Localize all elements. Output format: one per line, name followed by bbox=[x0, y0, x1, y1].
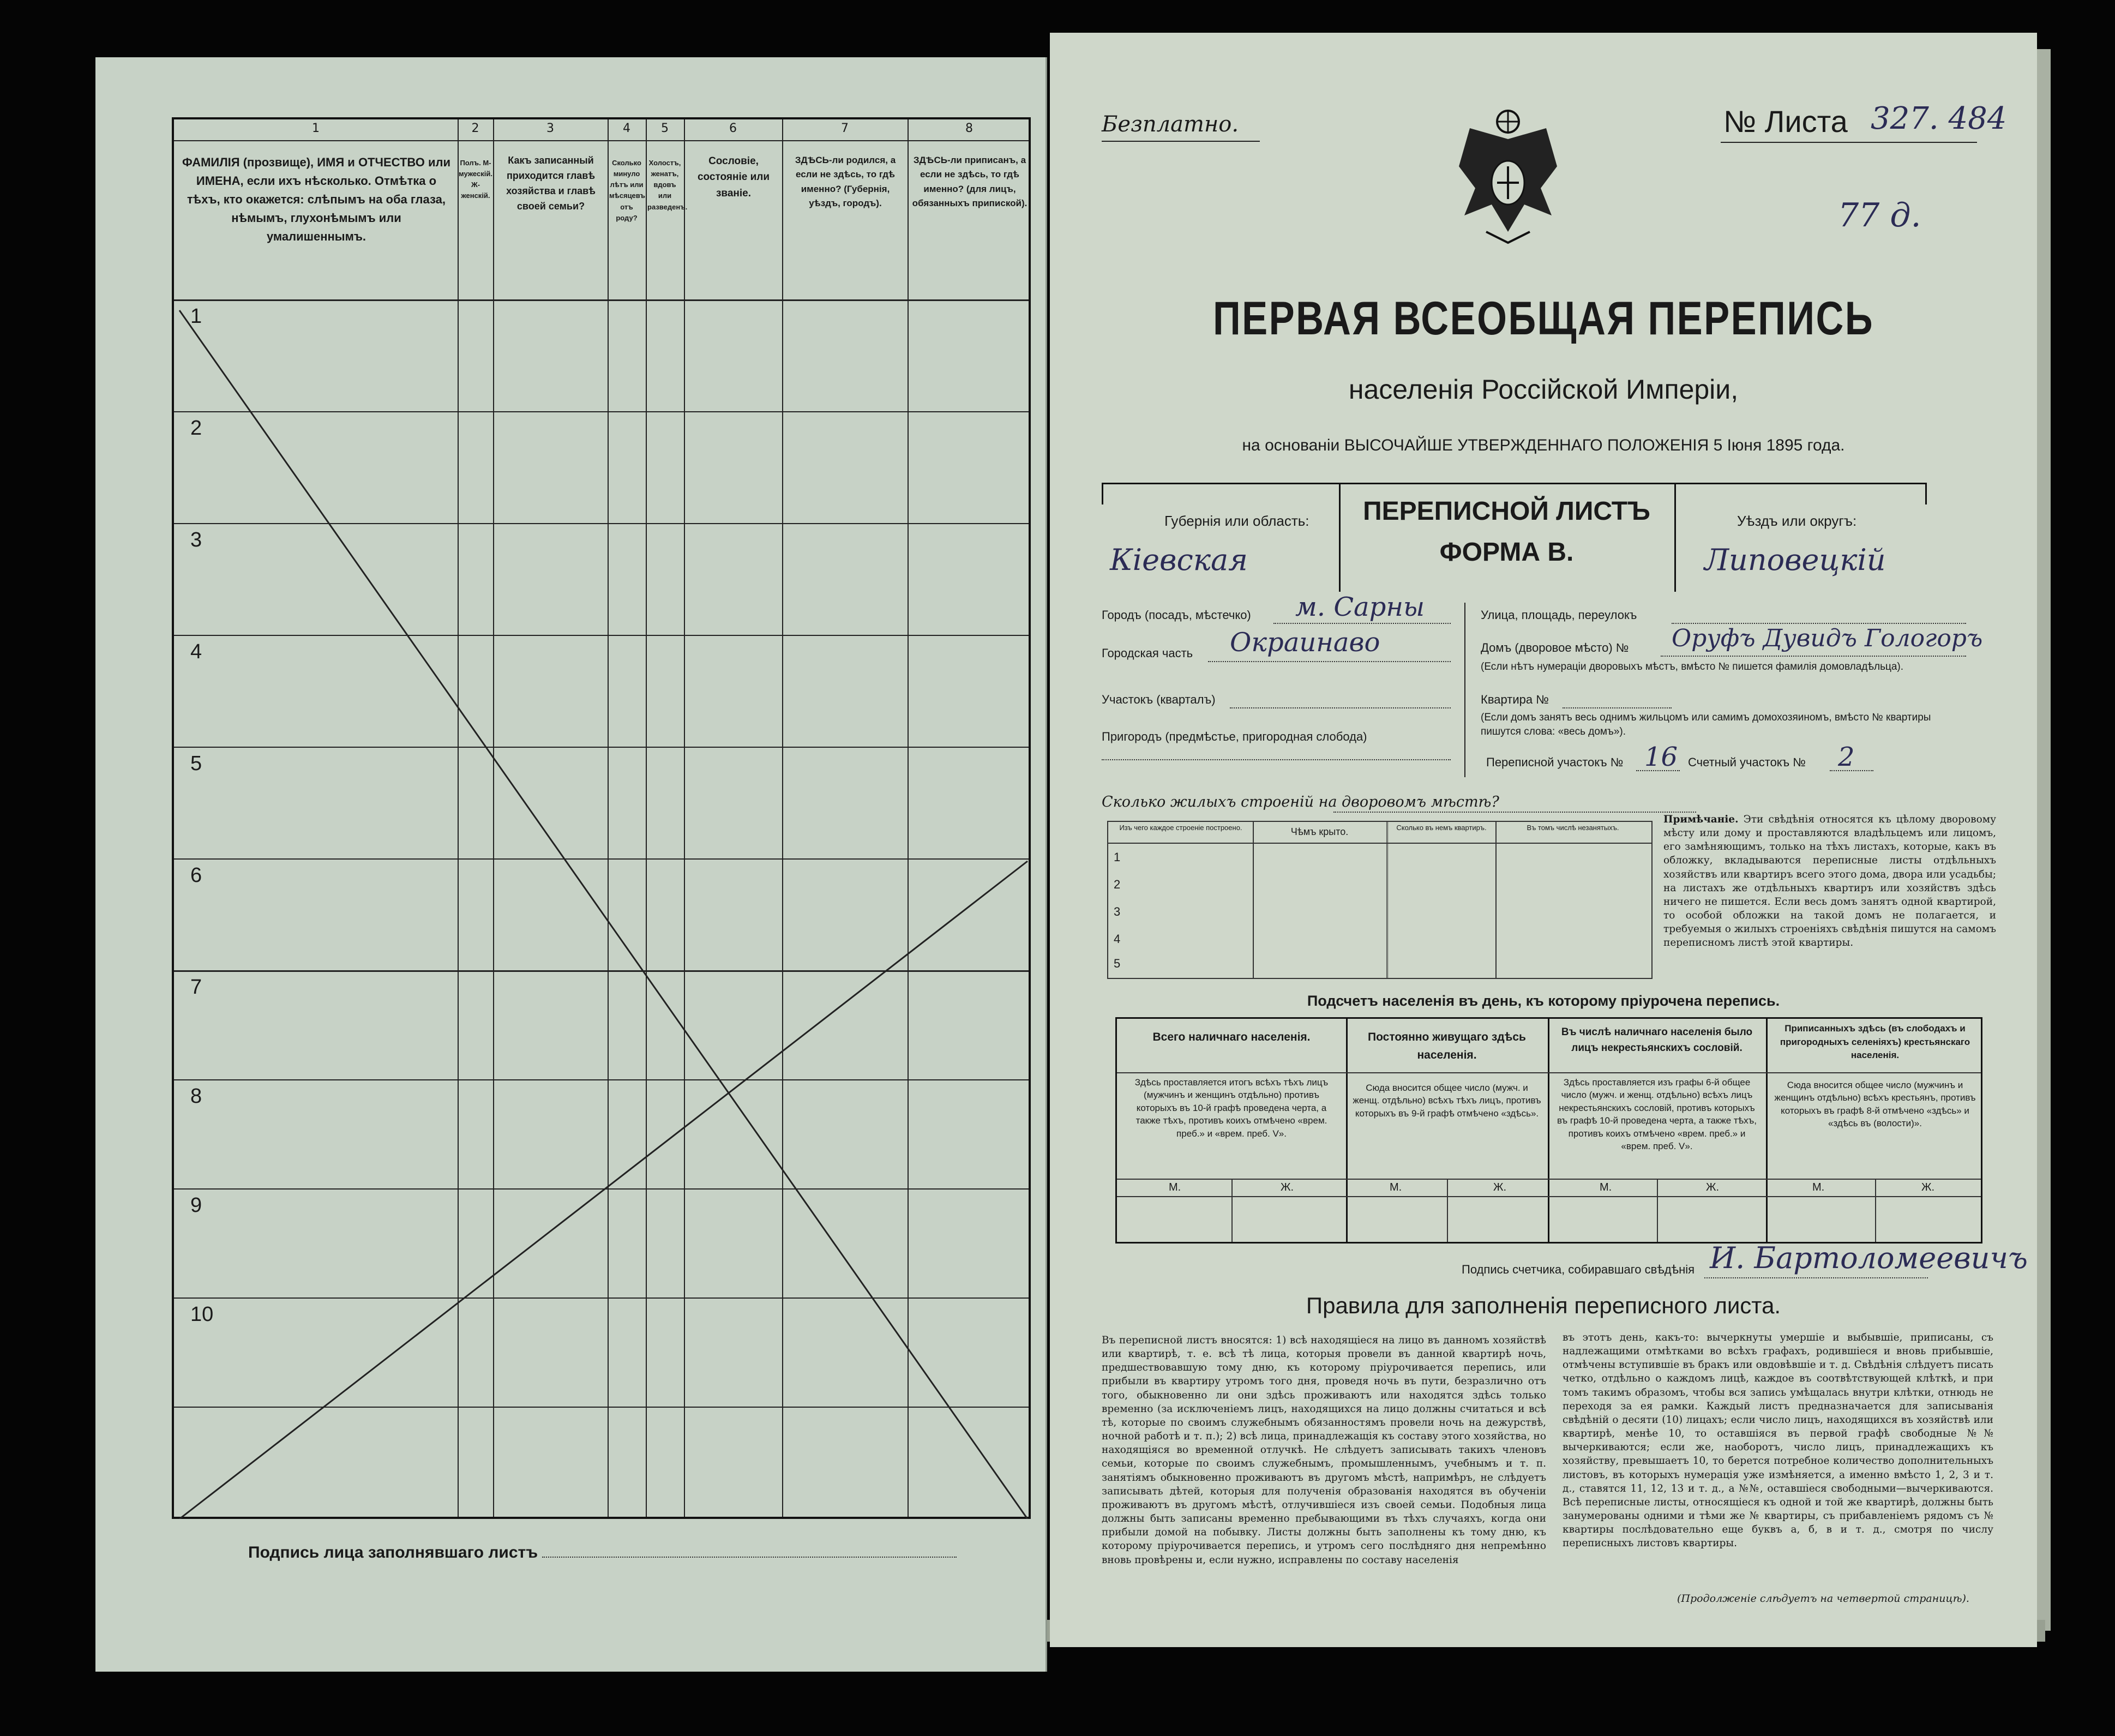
col-number: 3 bbox=[546, 122, 554, 135]
signature-label: Подпись лица заполнявшаго листъ bbox=[248, 1543, 538, 1561]
form-header-divider bbox=[1674, 483, 1676, 592]
row-number: 10 bbox=[190, 1303, 214, 1326]
counter-district-value: 2 bbox=[1838, 742, 1855, 772]
street-dotline bbox=[1672, 623, 1966, 624]
col-number: 8 bbox=[965, 122, 973, 135]
uezd-label: Уѣздъ или округъ: bbox=[1737, 513, 1857, 529]
row-number: 2 bbox=[190, 417, 202, 440]
census-district-dotline bbox=[1636, 770, 1680, 771]
buildings-table bbox=[1107, 821, 1653, 979]
page-subtitle: населенія Россійской Имперіи, bbox=[1348, 374, 1739, 405]
sheet-number-label: № Листа bbox=[1723, 104, 1848, 139]
count-head: Въ числѣ наличнаго населенія было лицъ некрестьянскихъ сословій. bbox=[1561, 1026, 1753, 1054]
left-page bbox=[95, 57, 1047, 1672]
census-table bbox=[172, 117, 1031, 1519]
row-number: 7 bbox=[190, 976, 202, 999]
buildings-col-line bbox=[1386, 822, 1388, 978]
count-mf-divider bbox=[1657, 1179, 1658, 1242]
count-col-line bbox=[1766, 1019, 1768, 1242]
free-underline bbox=[1102, 141, 1260, 142]
imperial-eagle-icon bbox=[1453, 106, 1563, 248]
count-body: Здѣсь проставляется изъ графы 6-й общее число (мужч. и женщ. отдѣльно) всѣхъ лицъ некрестьянскихъ сословій, противъ которыхъ въ графѣ 10-й проведена черта, а также тѣхъ, противъ коихъ отмѣчено «врем. преб.» и «врем. преб. V». bbox=[1557, 1077, 1757, 1152]
gender-m: М. bbox=[1812, 1181, 1825, 1193]
address-label: Пригородъ (предмѣстье, пригородная слобода) bbox=[1102, 730, 1367, 743]
buildings-row-number: 1 bbox=[1114, 850, 1121, 864]
counter-district-dotline bbox=[1830, 770, 1873, 771]
count-mf-divider bbox=[1231, 1179, 1233, 1242]
gender-f: Ж. bbox=[1921, 1181, 1935, 1193]
col-number: 5 bbox=[661, 122, 669, 135]
form-subtitle: ФОРМА В. bbox=[1439, 538, 1574, 567]
count-head: Всего наличнаго населенія. bbox=[1152, 1031, 1311, 1043]
form-header-tick bbox=[1102, 483, 1103, 504]
address-dotline bbox=[1273, 623, 1451, 624]
sheet-number-handwritten: 327. 484 bbox=[1871, 101, 2007, 136]
gubernia-value: Кіевская bbox=[1110, 543, 1248, 577]
col-header-estate: Сословіе, состояніе или званіе. bbox=[697, 155, 770, 199]
col-number: 1 bbox=[312, 122, 320, 135]
strike-through-lines bbox=[174, 299, 1031, 1519]
col-header-age: Сколько минуло лѣтъ или мѣсяцевъ отъ роду? bbox=[609, 159, 645, 222]
count-mf-divider bbox=[1447, 1179, 1448, 1242]
buildings-row-number: 3 bbox=[1114, 905, 1121, 918]
buildings-header: Чѣмъ крыто. bbox=[1290, 826, 1349, 837]
census-district-value: 16 bbox=[1644, 742, 1678, 772]
street-label: Улица, площадь, переулокъ bbox=[1481, 608, 1637, 622]
address-dotline bbox=[1230, 707, 1451, 708]
sheet-number-underline bbox=[1721, 142, 1977, 143]
row-number: 3 bbox=[190, 528, 202, 551]
gubernia-label: Губернія или область: bbox=[1164, 513, 1309, 529]
apartment-label: Квартира № bbox=[1481, 693, 1549, 706]
buildings-row-number: 4 bbox=[1114, 932, 1121, 946]
count-head: Приписанныхъ здѣсь (въ слободахъ и пригородныхъ селеніяхъ) крестьянскаго населенія. bbox=[1780, 1023, 1970, 1061]
col-header-sex: Полъ. М-мужескій. Ж-женскій. bbox=[459, 159, 492, 200]
count-body-line bbox=[1117, 1179, 1981, 1180]
note-text: Эти свѣдѣнія относятся къ цѣлому дворовому мѣсту или дому и проставляются владѣльцемъ или лицомъ, его замѣняющимъ, только на тѣхъ листахъ, которые, какъ въ обложку, вкладываются переписные листы отдѣльныхъ хозяйствъ или квартиръ всего этого дома, двора или усадьбы; на листахъ же отдѣльныхъ квартиръ или хозяйствъ здѣсь ничего не пишется. Если весь домъ занятъ одной квартирой, то особой обложки на такой домъ не полагается, и требуемыя о жилыхъ строеніяхъ свѣдѣнія пишутся на самомъ переписномъ листѣ этой квартиры. bbox=[1663, 814, 1996, 949]
col-header-birthplace: ЗДѢСЬ-ли родился, а если не здѣсь, то гдѣ именно? (Губернія, уѣздъ, городъ). bbox=[795, 155, 896, 209]
rules-continue: (Продолженіе слѣдуетъ на четвертой страницѣ). bbox=[1677, 1593, 1969, 1605]
gender-m: М. bbox=[1600, 1181, 1612, 1193]
page-title: ПЕРВАЯ ВСЕОБЩАЯ ПЕРЕПИСЬ bbox=[1212, 292, 1874, 345]
gender-f: Ж. bbox=[1706, 1181, 1720, 1193]
buildings-question: Сколько жилыхъ строеній на дворовомъ мѣстѣ? bbox=[1102, 794, 1499, 810]
apartment-note: (Если домъ занятъ весь однимъ жильцомъ или самимъ домохозяиномъ, вмѣсто № квартиры пишутся слова: «весь домъ»). bbox=[1481, 712, 1931, 737]
col-number: 7 bbox=[841, 122, 849, 135]
buildings-row-number: 2 bbox=[1114, 878, 1121, 891]
address-dotline bbox=[1208, 661, 1451, 662]
gender-m: М. bbox=[1169, 1181, 1181, 1193]
rules-left: Въ переписной листъ вносятся: 1) всѣ находящіеся на лицо въ данномъ хозяйствѣ или квартирѣ, т. е. всѣ тѣ лица, которыя провели въ данной квартирѣ ночь, предшествовавшую тому дню, къ которому пріурочивается перепись, или прибыли въ квартиру утромъ того дня, проведя ночь въ пути, безразлично отъ того, обыкновенно ли они здѣсь проживаютъ или находятся здѣсь только временно (за исключеніемъ лицъ, находящихся на лицо должны считаться и всѣ тѣ, которые по своимъ служебнымъ обязанностямъ провели ночь на дежурствѣ, ночной работѣ и т. п.); 2) всѣ лица, принадлежащія къ составу этого хозяйства, но находящіяся во временной отлучкѣ. Не слѣдуетъ записывать такихъ членовъ семьи, которые по своимъ служебнымъ, промышленнымъ, учебнымъ и т. п. занятіямъ обыкновенно проживаютъ въ другомъ мѣстѣ, напримѣръ, не слѣдуетъ записывать дѣтей, которыя для полученія образованія находятся въ обученіи проживаютъ въ другомъ мѣстѣ, отлучившіеся изъ своей семьи. Подобныя лица должны быть записаны временно пребывающими въ тѣхъ случаяхъ, когда они прибыли домой на побывку. Листы должны быть заполнены къ тому дню, къ которому пріурочивается перепись, и утромъ сего послѣдняго дня непремѣнно вновь провѣрены и, если нужно, исправлены по составу населенія bbox=[1102, 1335, 1546, 1566]
count-col-line bbox=[1346, 1019, 1348, 1242]
form-header-tick bbox=[1925, 483, 1927, 504]
gender-f: Ж. bbox=[1493, 1181, 1507, 1193]
row-number: 8 bbox=[190, 1085, 202, 1108]
counter-sign-value: И. Бартоломеевичъ bbox=[1710, 1241, 2028, 1275]
address-label: Городъ (посадъ, мѣстечко) bbox=[1102, 608, 1251, 622]
address-label: Участокъ (кварталъ) bbox=[1102, 693, 1216, 706]
row-number: 4 bbox=[190, 640, 202, 663]
count-head-line bbox=[1117, 1072, 1981, 1073]
form-header-top bbox=[1102, 483, 1925, 484]
note-block bbox=[1663, 813, 1996, 950]
address-dotline bbox=[1102, 759, 1451, 760]
buildings-col-line bbox=[1495, 822, 1497, 978]
gender-f: Ж. bbox=[1281, 1181, 1294, 1193]
apartment-dotline bbox=[1563, 707, 1672, 708]
count-body: Сюда вносится общее число (мужчинъ и женщинъ отдѣльно) всѣхъ крестьянъ, противъ которыхъ въ графѣ 8-й отмѣчено «здѣсь» и «здѣсь въ (волости)». bbox=[1774, 1080, 1976, 1129]
signature-line bbox=[248, 1543, 957, 1562]
col-number: 2 bbox=[471, 122, 479, 135]
buildings-dotline bbox=[1333, 812, 1696, 813]
buildings-header: Сколько въ немъ квартиръ. bbox=[1396, 824, 1487, 832]
house-label: Домъ (дворовое мѣсто) № bbox=[1481, 641, 1629, 654]
address-label: Городская часть bbox=[1102, 646, 1193, 660]
count-title: Подсчетъ населенія въ день, къ которому пріурочена перепись. bbox=[1307, 993, 1780, 1009]
buildings-header: Изъ чего каждое строеніе построено. bbox=[1119, 824, 1242, 832]
address-divider bbox=[1464, 603, 1465, 777]
counter-sign-label: Подпись счетчика, собиравшаго свѣдѣнія bbox=[1462, 1263, 1695, 1276]
col-header-relation: Какъ записанный приходится главѣ хозяйства и главѣ своей семьи? bbox=[506, 155, 596, 212]
uezd-value: Липовецкій bbox=[1704, 543, 1886, 577]
counter-district-label: Счетный участокъ № bbox=[1688, 755, 1806, 769]
rules-right: въ этотъ день, какъ-то: вычеркнуты умершіе и выбывшіе, приписаны, съ надлежащими отмѣтками во всѣхъ графахъ, родившіеся и вновь прибывшіе, отмѣчены вступившіе въ бракъ или овдовѣвшіе и т. д. Свѣдѣнія слѣдуетъ писать четко, отдѣльно о каждомъ лицѣ, каждое въ соотвѣтствующей клѣткѣ, и при томъ такимъ образомъ, чтобы вся запись умѣщалась внутри клѣтки, отнюдь не переходя за ея рамки. Каждый листъ предназначается для записыванія свѣдѣній о десяти (10) лицахъ; если число лицъ, находящихся въ хозяйствѣ или квартирѣ, менѣе 10, то оставшіяся въ первой графѣ свободные №№ вычеркиваются; если же, наоборотъ, число лицъ, принадлежащихъ къ хозяйству, превышаетъ 10, то берется потребное количество дополнительныхъ листовъ, въ которыхъ нумерація уже измѣняется, а именно вмѣсто 1, 2, 3 и т. д., ставятся 11, 12, 13 и т. д., а №№, оставшіеся свободными—вычеркиваются. Всѣ переписные листы, относящіеся къ одной и той же квартирѣ, должны быть занумерованы одними и тѣми же № квартиры, съ прибавленіемъ рядомъ съ № квартиры послѣдовательно еще буквъ а, б, в и т. д., смотря по числу переписныхъ листовъ квартиры. bbox=[1563, 1332, 1993, 1549]
census-district-label: Переписной участокъ № bbox=[1486, 755, 1624, 769]
row-number: 1 bbox=[190, 305, 202, 328]
count-head: Постоянно живущаго здѣсь населенія. bbox=[1368, 1031, 1526, 1061]
col-number-divider bbox=[174, 140, 1029, 141]
signature-dots bbox=[542, 1557, 957, 1558]
right-page bbox=[1050, 33, 2037, 1647]
house-dotline bbox=[1661, 656, 1966, 657]
row-number: 9 bbox=[190, 1194, 202, 1217]
count-body: Здѣсь проставляется итогъ всѣхъ тѣхъ лицъ (мужчинъ и женщинъ отдѣльно) противъ которыхъ въ 10-й графѣ проведена черта, а также тѣхъ, противъ коихъ отмѣчено «врем. преб.» и «врем. преб. V». bbox=[1134, 1077, 1329, 1139]
col-header-name: ФАМИЛІЯ (прозвище), ИМЯ и ОТЧЕСТВО или ИМЕНА, если ихъ нѣсколько. Отмѣтка о тѣхъ, кто окажется: слѣпымъ на оба глаза, нѣмымъ, глухонѣмымъ или умалишеннымъ. bbox=[182, 155, 450, 244]
free-label: Безплатно. bbox=[1102, 112, 1239, 137]
row-number: 5 bbox=[190, 752, 202, 775]
house-value: Оруфъ Дувидъ Гологоръ bbox=[1672, 624, 1983, 652]
count-table bbox=[1115, 1017, 1982, 1244]
rules-title: Правила для заполненія переписного листа. bbox=[1306, 1293, 1781, 1318]
row-number: 6 bbox=[190, 864, 202, 887]
col-number: 4 bbox=[623, 122, 630, 135]
count-mf-divider bbox=[1875, 1179, 1876, 1242]
form-title: ПЕРЕПИСНОЙ ЛИСТЪ bbox=[1363, 497, 1650, 526]
col-header-registered: ЗДѢСЬ-ли приписанъ, а если не здѣсь, то гдѣ именно? (для лицъ, обязанныхъ припиской). bbox=[912, 155, 1028, 209]
address-value: Окраинаво bbox=[1230, 627, 1380, 658]
buildings-header: Въ томъ числѣ незанятыхъ. bbox=[1527, 824, 1619, 832]
buildings-row-number: 5 bbox=[1114, 957, 1121, 970]
col-header-marital: Холостъ, женатъ, вдовъ или разведенъ. bbox=[647, 159, 688, 211]
buildings-col-line bbox=[1253, 822, 1254, 978]
note-title: Примѣчаніе. bbox=[1663, 814, 1739, 825]
basis-line: на основаніи ВЫСОЧАЙШЕ УТВЕРЖДЕННАГО ПОЛОЖЕНІЯ 5 Іюня 1895 года. bbox=[1242, 436, 1845, 454]
gender-m: М. bbox=[1390, 1181, 1402, 1193]
count-mf-line bbox=[1117, 1196, 1981, 1197]
house-note: (Если нѣтъ нумераціи дворовыхъ мѣстъ, вмѣсто № пишется фамилія домовладѣльца). bbox=[1481, 661, 1904, 672]
col-number: 6 bbox=[729, 122, 737, 135]
counter-sign-dotline bbox=[1704, 1277, 1928, 1278]
count-body: Сюда вносится общее число (мужч. и женщ. отдѣльно) всѣхъ тѣхъ лицъ, противъ которыхъ въ 9-й графѣ отмѣчено «здѣсь». bbox=[1353, 1083, 1541, 1119]
count-col-line bbox=[1548, 1019, 1549, 1242]
buildings-header-line bbox=[1108, 843, 1651, 844]
sheet-handwritten-note: 77 д. bbox=[1838, 196, 1921, 235]
address-value: м. Сарны bbox=[1295, 592, 1425, 622]
